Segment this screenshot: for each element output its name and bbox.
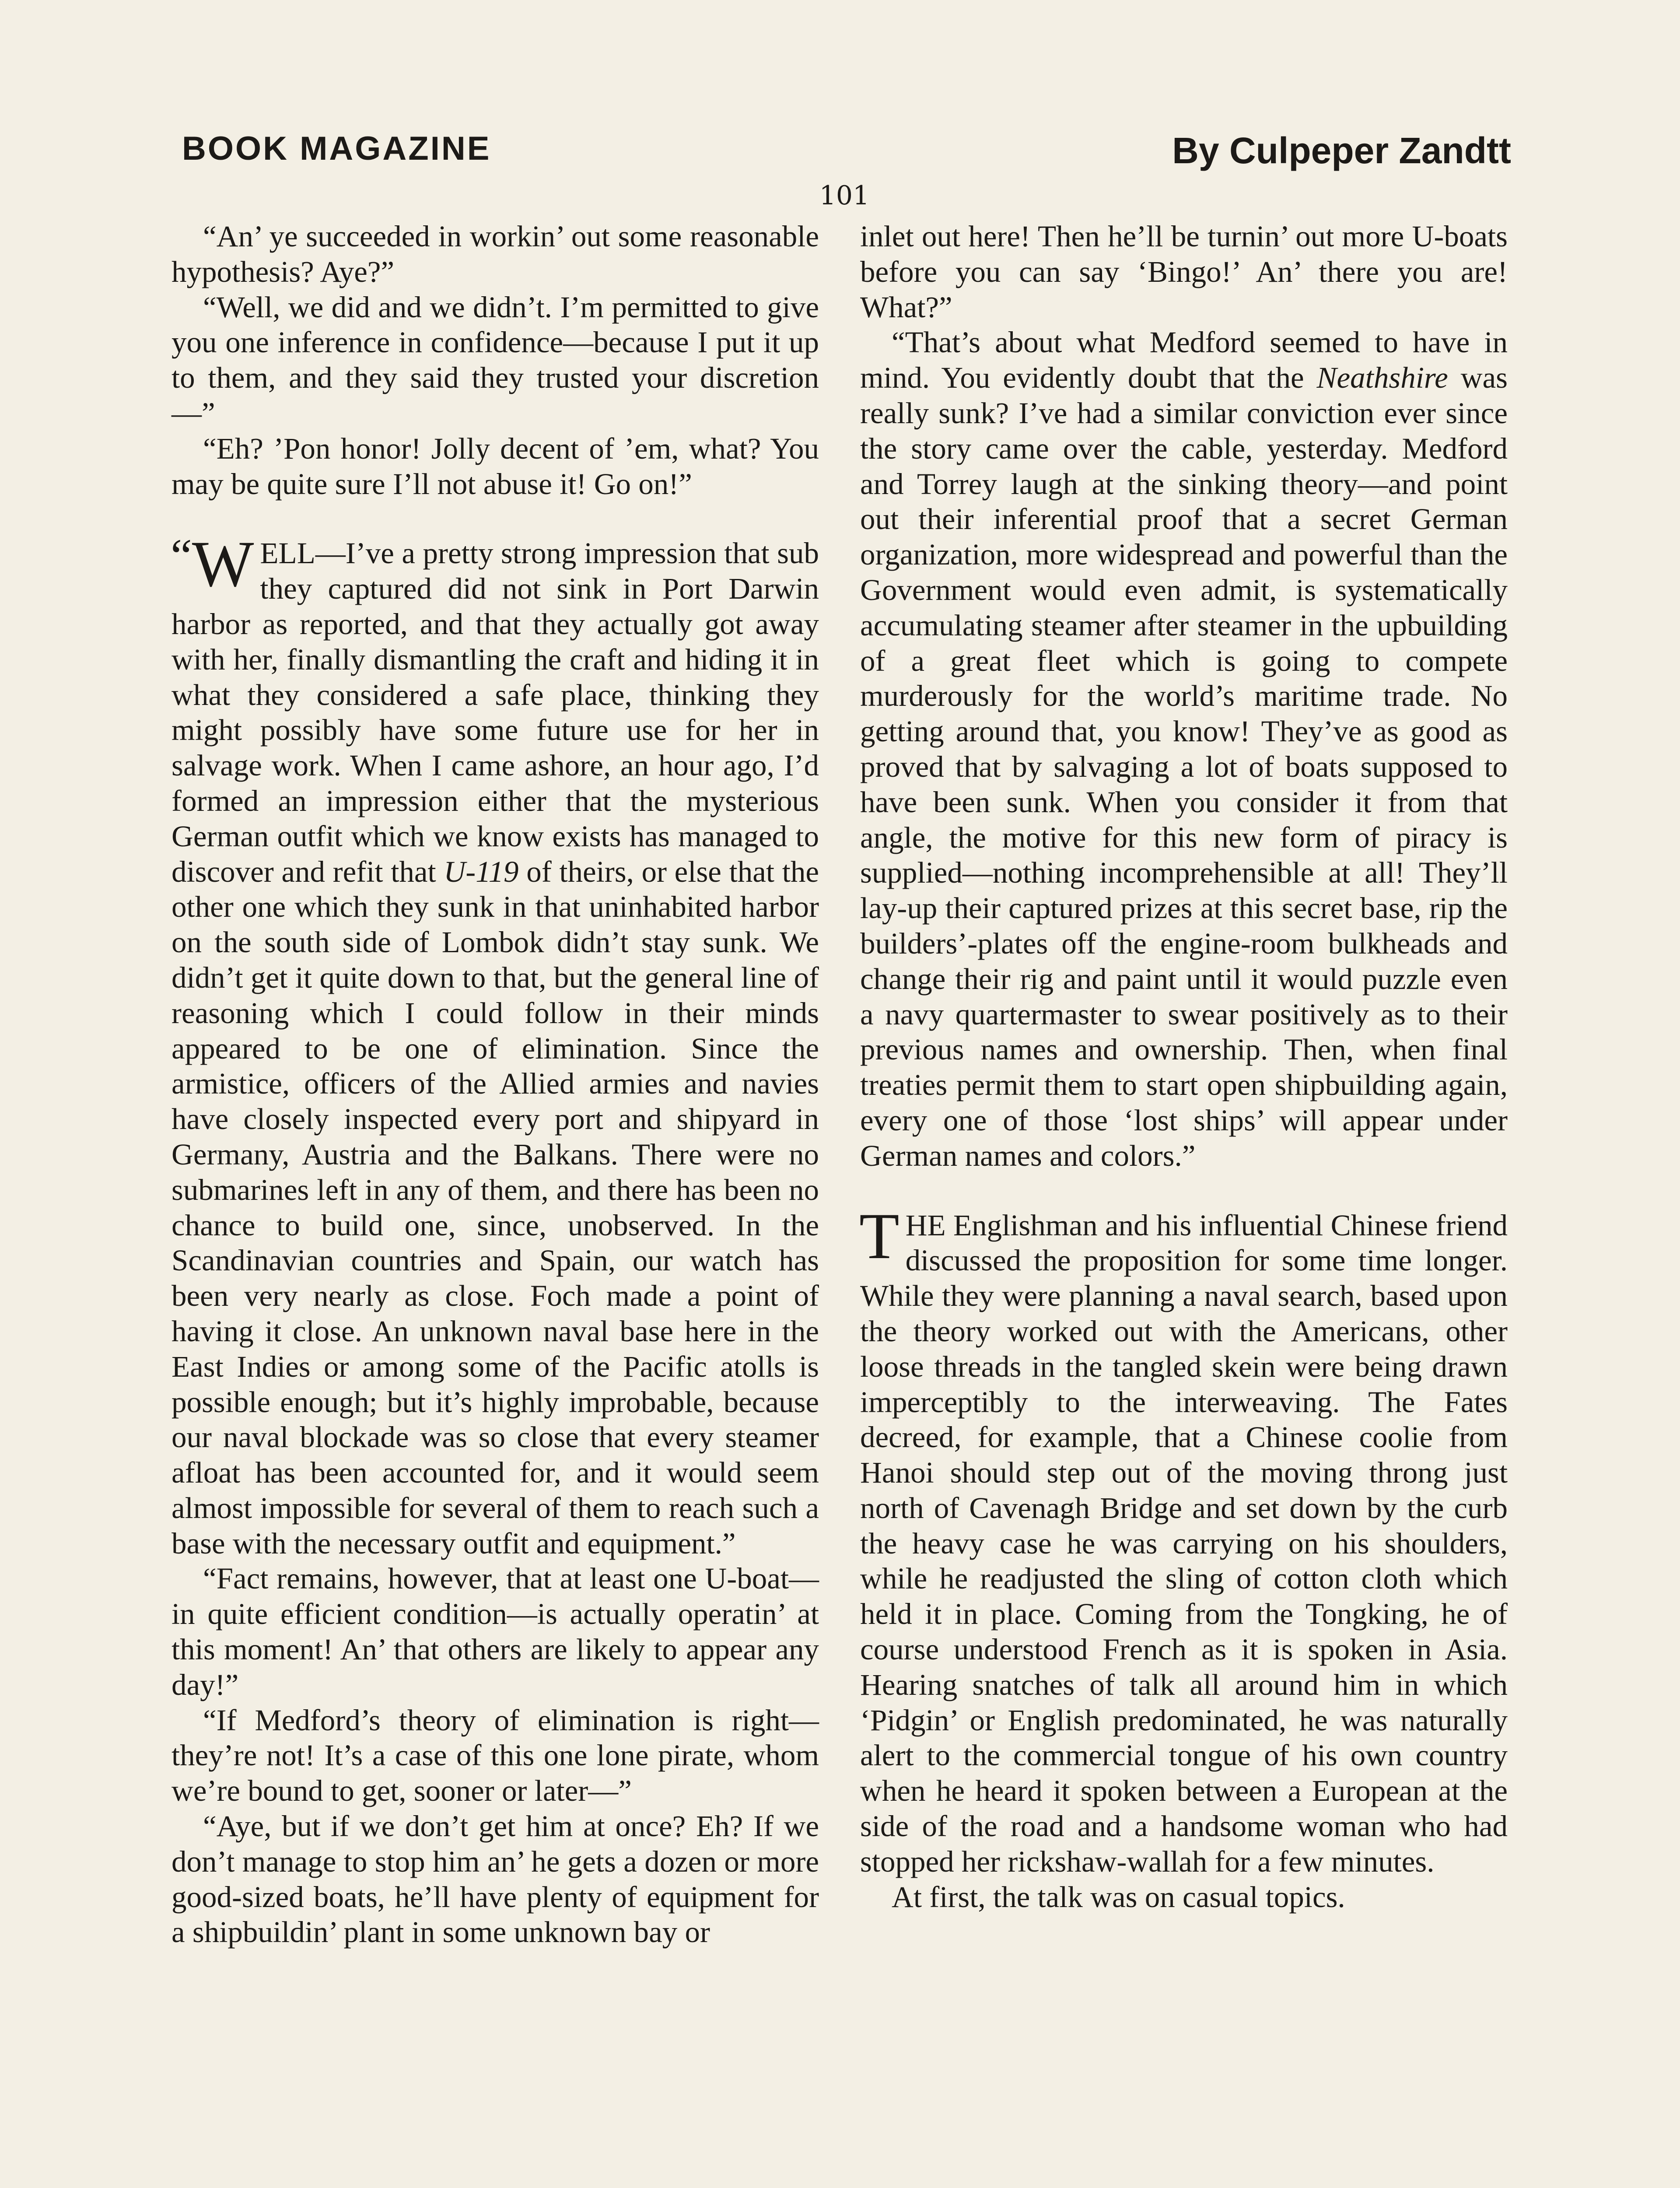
drop-cap-letter: W bbox=[192, 528, 254, 601]
left-column bbox=[172, 219, 819, 1950]
author-byline: By Culpeper Zandtt bbox=[1172, 130, 1511, 171]
paragraph: “An’ ye succeeded in workin’ out some reasonable hypothesis? Aye?” bbox=[172, 220, 819, 288]
page-number: 101 bbox=[819, 180, 870, 211]
italic-ship-name: Neathshire bbox=[1316, 361, 1448, 395]
paragraph-with-drop-cap bbox=[859, 1199, 1508, 1879]
right-column bbox=[860, 219, 1508, 1914]
paragraph: “Eh? ’Pon honor! Jolly decent of ’em, what? You may be quite sure I’ll not abuse it! Go on!” bbox=[172, 431, 819, 501]
paragraph: “Fact remains, however, that at least one U-boat—in quite efficient condition—is actually operatin’ at this moment! An’ that others are likely to appear any day!” bbox=[172, 1562, 819, 1701]
publication-title: BOOK MAGAZINE bbox=[182, 130, 491, 167]
paragraph-text: “That’s about what Medford seemed to have in mind. You evidently doubt that the bbox=[860, 326, 1508, 395]
paragraph: “If Medford’s theory of elimination is right—they’re not! It’s a case of this one lone pirate, whom we’re bound to get, sooner or later—” bbox=[172, 1703, 819, 1808]
paragraph-text: was really sunk? I’ve had a similar conviction ever since the story came over the cable, yesterday. Medford and Torrey laugh at the sinking theory—and point out their inferential proof that a secret German organization, more widespread and powerful than the Government would even admit, is systematically accumulating steamer after steamer in the upbuilding of a great fleet which is going to compete murderously for the world’s maritime trade. No getting around that, you know! They’ve as good as proved that by salvaging a lot of boats supposed to have been sunk. When you consider it from that angle, the motive for this new form of piracy is supplied—nothing incomprehensible at all! They’ll lay-up their captured prizes at this secret base, rip the builders’-plates off the engine-room bulkheads and change their rig and paint until it would puzzle even a navy quartermaster to swear positively as to their previous names and ownership. Then, when final treaties permit them to start open shipbuilding again, every one of those ‘lost ships’ will appear under German names and colors.” bbox=[860, 361, 1508, 1172]
drop-cap-quote: “ bbox=[171, 529, 192, 583]
paragraph-with-drop-cap bbox=[171, 528, 819, 1561]
paragraph: At first, the talk was on casual topics. bbox=[892, 1880, 1345, 1914]
italic-ship-name: U-119 bbox=[444, 855, 519, 888]
paragraph-text: of theirs, or else that the other one which they sunk in that uninhabited harbor on the south side of Lombok didn’t stay sunk. We didn’t get it quite down to that, but the general line of reasoning which I could follow in their minds appeared to be one of elimination. Since the armistice, officers of the Allied armies and navies have closely inspected every port and shipyard in Germany, Austria and the Balkans. There were no submarines left in any of them, and there has been no chance to build one, since, unobserved. In the Scandinavian countries and Spain, our watch has been very nearly as close. Foch made a point of having it close. An unknown naval base here in the East Indies or among some of the Pacific atolls is possible enough; but it’s highly improbable, because our naval blockade was so close that every steamer afloat has been accounted for, and it would seem almost impossible for several of them to reach such a base with the necessary outfit and equipment.” bbox=[172, 855, 819, 1560]
paragraph-text: ELL—I’ve a pretty strong impression that sub they captured did not sink in Port Darwin harbor as reported, and that they actually got away with her, finally dismantling the craft and hiding it in what they considered a safe place, thinking they might possibly have some future use for her in salvage work. When I came ashore, an hour ago, I’d formed an impression either that the mysterious German outfit which we know exists has managed to discover and refit that bbox=[172, 536, 819, 888]
paragraph: “Aye, but if we don’t get him at once? Eh? If we don’t manage to stop him an’ he gets a dozen or more good-sized boats, he’ll have plenty of equipment for a shipbuildin’ plant in some unknown bay or bbox=[172, 1809, 819, 1949]
paragraph-text: HE Englishman and his influential Chinese friend discussed the proposition for some time longer. While they were planning a naval search, based upon the theory worked out with the Americans, other loose threads in the tangled skein were being drawn imperceptibly to the interweaving. The Fates decreed, for example, that a Chinese coolie from Hanoi should step out of the moving throng just north of Cavenagh Bridge and set down by the curb the heavy case he was carrying on his shoulders, while he readjusted the sling of cotton cloth which held it in place. Coming from the Tongking, he of course understood French as it is spoken in Asia. Hearing snatches of talk all around him in which ‘Pidgin’ or English predominated, he was naturally alert to the commercial tongue of his own country when he heard it spoken between a European at the side of the road and a handsome woman who had stopped her rickshaw-wallah for a few minutes. bbox=[860, 1208, 1508, 1878]
paragraph: inlet out here! Then he’ll be turnin’ out more U-boats before you can say ‘Bingo!’ An’ there you are! What?” bbox=[860, 220, 1508, 324]
drop-cap-letter: T bbox=[859, 1199, 900, 1273]
running-head bbox=[182, 130, 1511, 178]
paragraph: “Well, we did and we didn’t. I’m permitted to give you one inference in confidence—because I put it up to them, and they said they trusted your discretion—” bbox=[172, 290, 819, 430]
paragraph bbox=[860, 325, 1508, 1173]
drop-cap bbox=[171, 528, 254, 601]
